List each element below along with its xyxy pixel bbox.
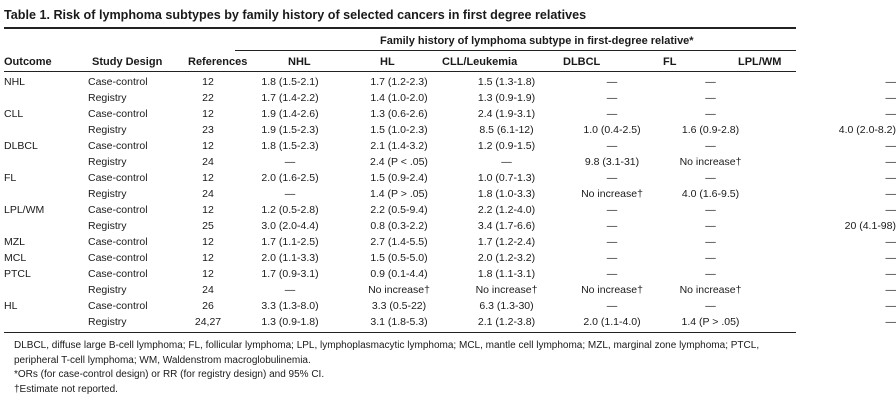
- cell-references: 25: [202, 220, 214, 232]
- cell-references: 24: [202, 188, 214, 200]
- cell-cll-leukemia: —: [501, 156, 512, 168]
- cell-cll-leukemia: 3.4 (1.7-6.6): [477, 220, 536, 232]
- cell-dlbcl: 9.8 (3.1-31): [584, 156, 640, 168]
- table-row: [4, 90, 896, 106]
- cell-references: 12: [202, 76, 214, 88]
- cell-hl: 0.9 (0.1-4.4): [370, 268, 428, 280]
- cell-outcome: NHL: [4, 76, 26, 88]
- cell-outcome: LPL/WM: [4, 204, 45, 216]
- cell-nhl: 1.8 (1.5-2.1): [261, 76, 319, 88]
- cell-lpl-wm: —: [885, 188, 896, 200]
- cell-hl: 1.4 (1.0-2.0): [370, 92, 428, 104]
- cell-lpl-wm: —: [885, 172, 896, 184]
- cell-references: 24: [202, 156, 214, 168]
- table-row: [4, 138, 896, 154]
- cell-fl: —: [705, 300, 716, 312]
- cell-cll-leukemia: 8.5 (6.1-12): [479, 124, 534, 136]
- cell-outcome: [4, 90, 88, 106]
- cell-hl: No increase†: [368, 284, 430, 296]
- cell-study-design: Registry: [88, 156, 127, 168]
- cell-fl: —: [705, 236, 716, 248]
- cell-study-design: Case-control: [88, 140, 148, 152]
- header-outcome: Outcome: [4, 56, 52, 68]
- table-row: [4, 282, 896, 298]
- cell-dlbcl: No increase†: [581, 284, 643, 296]
- table-row: [4, 186, 896, 202]
- cell-study-design: Case-control: [88, 252, 148, 264]
- cell-study-design: Registry: [88, 316, 127, 328]
- cell-dlbcl: —: [606, 92, 618, 104]
- cell-references: 12: [202, 204, 214, 216]
- cell-nhl: 1.9 (1.5-2.3): [261, 124, 319, 136]
- header-references: References: [188, 56, 248, 68]
- cell-dlbcl: —: [606, 172, 618, 184]
- cell-outcome: DLBCL: [4, 140, 38, 152]
- spanning-header-rule: [235, 50, 796, 51]
- header-lpl-wm: LPL/WM: [738, 56, 782, 68]
- cell-hl: 2.2 (0.5-9.4): [370, 204, 428, 216]
- cell-cll-leukemia: 1.8 (1.1-3.1): [477, 268, 536, 280]
- table-row: [4, 314, 896, 330]
- table-row: [4, 266, 896, 282]
- table-row: [4, 202, 896, 218]
- cell-lpl-wm: —: [885, 156, 896, 168]
- cell-hl: 1.5 (0.9-2.4): [370, 172, 428, 184]
- footnote-abbreviations: DLBCL, diffuse large B-cell lymphoma; FL, follicular lymphoma; LPL, lymphoplasmacytic lymphoma; MCL, mantle cell lymphoma; MZL, marginal zone lymphoma; PTCL, peripheral T-cell lymphoma; WM, Waldenstrom macroglobulinemia.: [14, 340, 760, 366]
- cell-dlbcl: —: [606, 268, 618, 280]
- cell-nhl: 1.2 (0.5-2.8): [261, 204, 319, 216]
- cell-nhl: 1.3 (0.9-1.8): [261, 316, 319, 328]
- cell-nhl: 1.7 (1.4-2.2): [261, 92, 319, 104]
- cell-cll-leukemia: 1.0 (0.7-1.3): [477, 172, 536, 184]
- cell-outcome: HL: [4, 300, 18, 312]
- cell-hl: 2.1 (1.4-3.2): [370, 140, 428, 152]
- cell-nhl: 1.9 (1.4-2.6): [261, 108, 319, 120]
- cell-references: 12: [202, 236, 214, 248]
- cell-nhl: —: [284, 188, 296, 200]
- cell-fl: —: [705, 220, 716, 232]
- cell-cll-leukemia: 1.3 (0.9-1.9): [477, 92, 536, 104]
- header-nhl: NHL: [288, 56, 311, 68]
- cell-nhl: —: [284, 156, 296, 168]
- header-dlbcl: DLBCL: [563, 56, 601, 68]
- cell-fl: —: [705, 92, 716, 104]
- cell-references: 24: [202, 284, 214, 296]
- cell-lpl-wm: 4.0 (2.0-8.2): [838, 124, 896, 136]
- cell-references: 12: [202, 252, 214, 264]
- cell-outcome: [4, 282, 88, 298]
- cell-cll-leukemia: 2.0 (1.2-3.2): [477, 252, 536, 264]
- cell-hl: 1.7 (1.2-2.3): [370, 76, 428, 88]
- cell-hl: 1.4 (P > .05): [370, 188, 428, 200]
- cell-hl: 3.1 (1.8-5.3): [370, 316, 428, 328]
- header-cll-leukemia: CLL/Leukemia: [442, 56, 518, 68]
- table-row: [4, 298, 896, 314]
- table-title: Table 1. Risk of lymphoma subtypes by family history of selected cancers in first degree relatives: [4, 8, 587, 22]
- cell-references: 12: [202, 140, 214, 152]
- cell-cll-leukemia: 2.1 (1.2-3.8): [477, 316, 536, 328]
- cell-dlbcl: No increase†: [581, 188, 643, 200]
- cell-study-design: Registry: [88, 188, 127, 200]
- cell-dlbcl: —: [606, 236, 618, 248]
- cell-cll-leukemia: 1.5 (1.3-1.8): [477, 76, 536, 88]
- table-row: [4, 122, 896, 138]
- cell-lpl-wm: —: [885, 284, 896, 296]
- cell-fl: 1.4 (P > .05): [681, 316, 740, 328]
- cell-dlbcl: —: [606, 204, 618, 216]
- bottom-rule: [4, 332, 796, 333]
- cell-dlbcl: 2.0 (1.1-4.0): [583, 316, 641, 328]
- cell-references: 12: [202, 268, 214, 280]
- cell-outcome: [4, 186, 88, 202]
- cell-fl: —: [705, 76, 716, 88]
- cell-hl: 2.4 (P < .05): [370, 156, 428, 168]
- cell-nhl: 1.7 (0.9-3.1): [261, 268, 319, 280]
- table-row: [4, 74, 896, 90]
- cell-fl: —: [705, 140, 716, 152]
- cell-cll-leukemia: 1.8 (1.0-3.3): [477, 188, 536, 200]
- cell-dlbcl: —: [606, 300, 618, 312]
- cell-hl: 2.7 (1.4-5.5): [370, 236, 428, 248]
- cell-nhl: 1.8 (1.5-2.3): [261, 140, 319, 152]
- cell-outcome: [4, 218, 88, 234]
- cell-fl: 1.6 (0.9-2.8): [681, 124, 740, 136]
- cell-references: 22: [202, 92, 214, 104]
- cell-fl: 4.0 (1.6-9.5): [681, 188, 740, 200]
- cell-cll-leukemia: 6.3 (1.3-30): [479, 300, 534, 312]
- cell-study-design: Case-control: [88, 300, 148, 312]
- cell-fl: —: [705, 172, 716, 184]
- cell-cll-leukemia: No increase†: [475, 284, 538, 296]
- cell-cll-leukemia: 1.2 (0.9-1.5): [477, 140, 536, 152]
- cell-lpl-wm: —: [885, 76, 896, 88]
- lymphoma-risk-table: [4, 74, 896, 330]
- cell-nhl: 1.7 (1.1-2.5): [261, 236, 319, 248]
- cell-lpl-wm: 20 (4.1-98): [844, 220, 896, 232]
- cell-dlbcl: —: [606, 140, 618, 152]
- cell-dlbcl: 1.0 (0.4-2.5): [583, 124, 641, 136]
- cell-study-design: Registry: [88, 124, 127, 136]
- cell-outcome: FL: [4, 172, 17, 184]
- cell-dlbcl: —: [606, 220, 618, 232]
- cell-lpl-wm: —: [885, 92, 896, 104]
- cell-outcome: [4, 154, 88, 170]
- cell-hl: 3.3 (0.5-22): [371, 300, 427, 312]
- cell-fl: —: [705, 108, 716, 120]
- cell-lpl-wm: —: [885, 108, 896, 120]
- cell-outcome: CLL: [4, 108, 24, 120]
- cell-outcome: MZL: [4, 236, 25, 248]
- cell-hl: 1.5 (1.0-2.3): [370, 124, 428, 136]
- cell-outcome: [4, 122, 88, 138]
- cell-references: 12: [202, 172, 214, 184]
- spanning-header: Family history of lymphoma subtype in first-degree relative*: [380, 35, 694, 47]
- table-row: [4, 106, 896, 122]
- cell-study-design: Case-control: [88, 172, 148, 184]
- cell-lpl-wm: —: [885, 316, 896, 328]
- cell-cll-leukemia: 1.7 (1.2-2.4): [477, 236, 536, 248]
- cell-lpl-wm: —: [885, 140, 896, 152]
- table-row: [4, 170, 896, 186]
- cell-outcome: PTCL: [4, 268, 31, 280]
- cell-fl: —: [705, 252, 716, 264]
- cell-study-design: Case-control: [88, 204, 148, 216]
- cell-dlbcl: —: [606, 76, 618, 88]
- cell-references: 23: [202, 124, 214, 136]
- cell-nhl: 3.0 (2.0-4.4): [261, 220, 319, 232]
- cell-hl: 1.3 (0.6-2.6): [370, 108, 428, 120]
- cell-references: 12: [202, 108, 214, 120]
- cell-hl: 0.8 (0.3-2.2): [370, 220, 428, 232]
- cell-lpl-wm: —: [885, 252, 896, 264]
- cell-lpl-wm: —: [885, 300, 896, 312]
- cell-study-design: Registry: [88, 220, 127, 232]
- footnote-star: *ORs (for case-control design) or RR (for registry design) and 95% CI.: [14, 369, 325, 380]
- cell-outcome: [4, 314, 88, 330]
- cell-nhl: —: [284, 284, 296, 296]
- cell-references: 24,27: [194, 316, 222, 328]
- cell-fl: No increase†: [679, 156, 742, 168]
- cell-dlbcl: —: [606, 252, 618, 264]
- cell-study-design: Case-control: [88, 236, 148, 248]
- footnote-dagger: †Estimate not reported.: [14, 383, 118, 395]
- cell-lpl-wm: —: [885, 236, 896, 248]
- cell-study-design: Case-control: [88, 268, 148, 280]
- cell-fl: No increase†: [679, 284, 742, 296]
- cell-nhl: 3.3 (1.3-8.0): [261, 300, 319, 312]
- cell-dlbcl: —: [606, 108, 618, 120]
- top-rule: [4, 27, 796, 29]
- cell-nhl: 2.0 (1.6-2.5): [261, 172, 319, 184]
- footnotes: [14, 339, 794, 397]
- cell-nhl: 2.0 (1.1-3.3): [261, 252, 319, 264]
- cell-lpl-wm: —: [885, 268, 896, 280]
- cell-study-design: Registry: [88, 284, 127, 296]
- cell-outcome: MCL: [4, 252, 27, 264]
- header-study-design: Study Design: [92, 56, 163, 68]
- table-row: [4, 218, 896, 234]
- header-fl: FL: [663, 56, 677, 68]
- table-row: [4, 234, 896, 250]
- cell-cll-leukemia: 2.2 (1.2-4.0): [477, 204, 536, 216]
- cell-fl: —: [705, 204, 716, 216]
- cell-cll-leukemia: 2.4 (1.9-3.1): [477, 108, 536, 120]
- header-rule: [4, 71, 796, 72]
- cell-study-design: Registry: [88, 92, 127, 104]
- cell-study-design: Case-control: [88, 108, 148, 120]
- header-hl: HL: [380, 56, 395, 68]
- table-row: [4, 154, 896, 170]
- cell-references: 26: [202, 300, 214, 312]
- cell-study-design: Case-control: [88, 76, 148, 88]
- cell-hl: 1.5 (0.5-5.0): [370, 252, 428, 264]
- cell-fl: —: [705, 268, 716, 280]
- cell-lpl-wm: —: [885, 204, 896, 216]
- table-row: [4, 250, 896, 266]
